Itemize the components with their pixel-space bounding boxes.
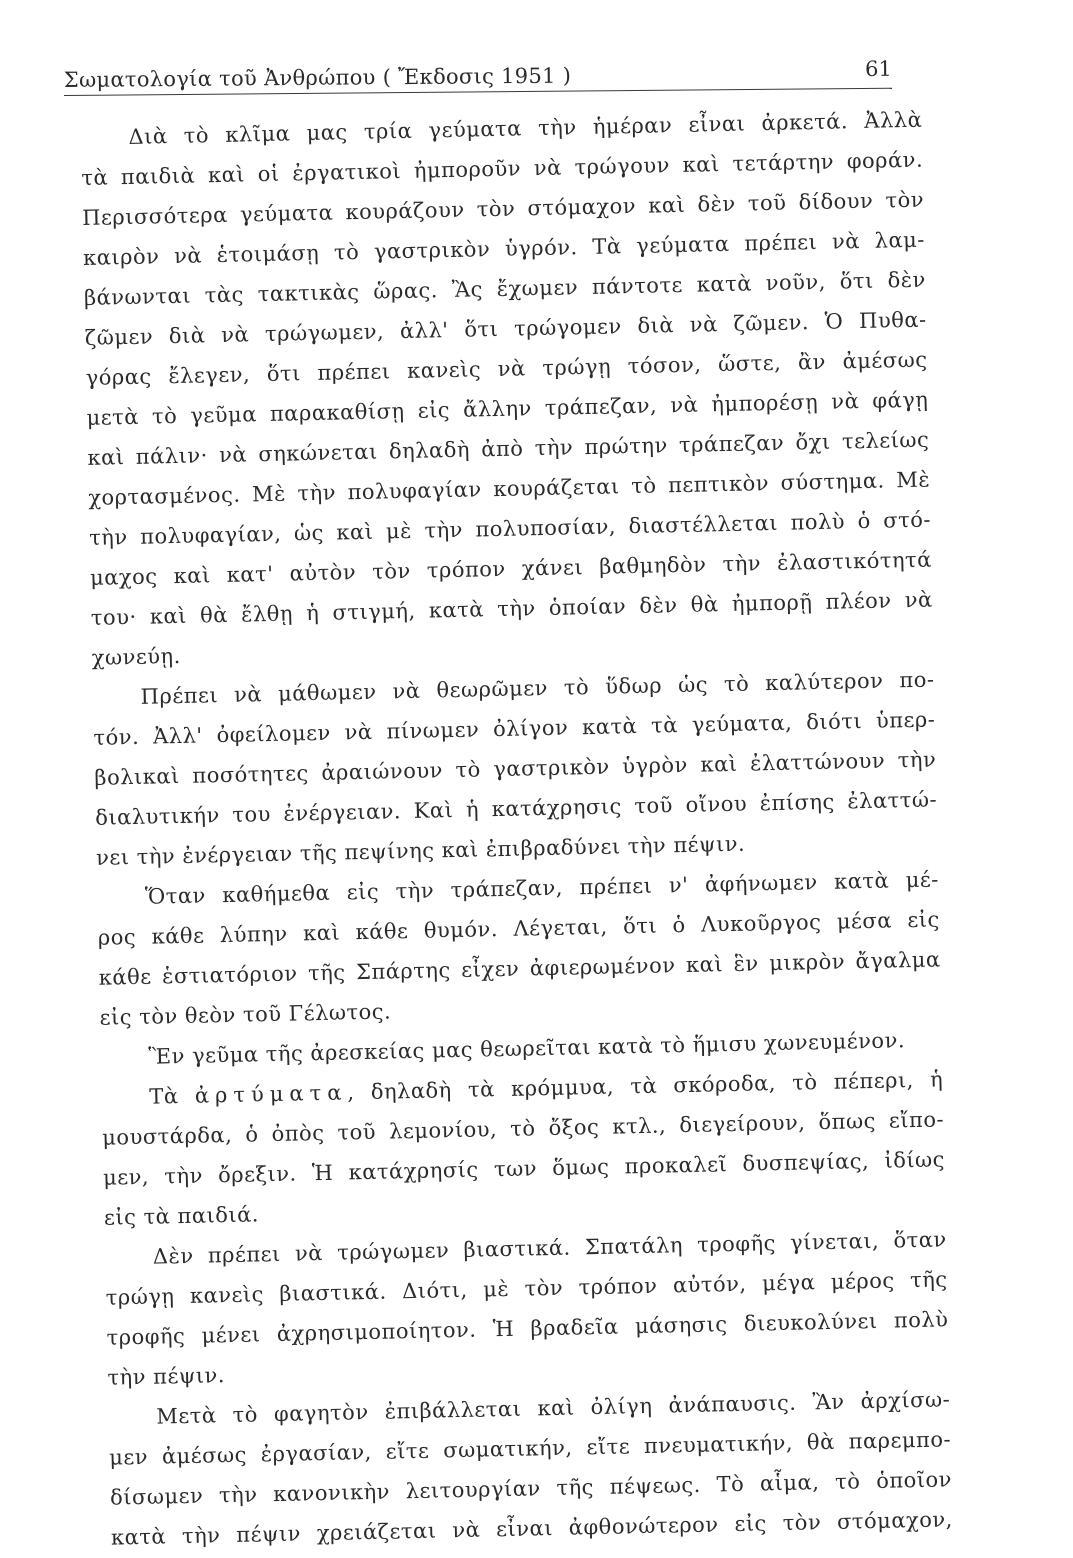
text-line: δίσωμεν τὴν κανονικὴν λειτουργίαν τῆς πέψεως. Τὸ αἷμα, τὸ ὁποῖον — [109, 1467, 953, 1510]
text-line: Περισσότερα γεύματα κουράζουν τὸν στόμαχον καὶ δὲν τοῦ δίδουν τὸν — [81, 187, 925, 230]
text-line: ρος κάθε λύπην καὶ κάθε θυμόν. Λέγεται, ὅτι ὁ Λυκοῦργος μέσα εἰς — [97, 907, 940, 950]
text-line: Μετὰ τὸ φαγητὸν ἐπιβάλλεται καὶ ὀλίγη ἀνάπαυσις. Ἂν ἀρχίσω- — [156, 1387, 951, 1429]
text-line: βολικαὶ ποσότητες ἀραιώνουν τὸ γαστρικὸν ὑγρὸν καὶ ἐλαττώνουν τὴν — [94, 747, 937, 790]
text-line: τὴν πέψιν. — [107, 1363, 226, 1390]
text-line: τὰ παιδιὰ καὶ οἱ ἐργατικοὶ ἠμποροῦν νὰ τρώγουν καὶ τετάρτην φοράν. — [81, 147, 924, 190]
text-line: Ἓν γεῦμα τῆς ἀρεσκείας μας θεωρεῖται κατὰ τὸ ἥμισυ χωνευμένον. — [148, 1028, 906, 1069]
text-line: Διὰ τὸ κλῖμα μας τρία γεύματα τὴν ἡμέραν εἶναι ἀρκετά. Ἀλλὰ — [128, 107, 923, 149]
text-line: καὶ πάλιν· νὰ σηκώνεται δηλαδὴ ἀπὸ τὴν πρώτην τράπεζαν ὄχι τελείως — [87, 427, 930, 470]
text-line: μεν ἀμέσως ἐργασίαν, εἴτε σωματικήν, εἴτε πνευματικήν, θὰ παρεμπο- — [108, 1427, 952, 1470]
text-line: κατὰ τὴν πέψιν χρειάζεται νὰ εἶναι ἀφθονώτερον εἰς τὸν στόμαχον, — [110, 1507, 954, 1550]
paragraph — [101, 1059, 946, 1237]
text-line: εἰς τὸν θεὸν τοῦ Γέλωτος. — [99, 999, 392, 1030]
text-line: βάνωνται τὰς τακτικὰς ὥρας. Ἂς ἔχωμεν πάντοτε κατὰ νοῦν, ὅτι δὲν — [83, 267, 926, 310]
text-line: διαλυτικήν του ἐνέργειαν. Καὶ ἡ κατάχρησις τοῦ οἴνου ἐπίσης ἐλαττώ- — [95, 787, 938, 830]
paragraph — [97, 859, 942, 1037]
paragraph — [92, 659, 938, 877]
text-line: τρώγῃ κανεὶς βιαστικά. Διότι, μὲ τὸν τρόπον αὐτόν, μέγα μέρος τῆς — [105, 1267, 948, 1310]
text-line: μετὰ τὸ γεῦμα παρακαθίσῃ εἰς ἄλλην τράπεζαν, νὰ ἠμπορέσῃ νὰ φάγῃ — [86, 387, 929, 430]
text-line: νει τὴν ἐνέργειαν τῆς πεψίνης καὶ ἐπιβραδύνει τὴν πέψιν. — [95, 831, 746, 870]
text-line: μαχος καὶ κατ' αὐτὸν τὸν τρόπον χάνει βαθμηδὸν τὴν ἐλαστικότητά — [89, 547, 933, 590]
text-line: τόν. Ἀλλ' ὀφείλομεν νὰ πίνωμεν ὀλίγον κατὰ τὰ γεύματα, διότι ὑπερ- — [93, 707, 936, 750]
text-line: Πρέπει νὰ μάθωμεν νὰ θεωρῶμεν τὸ ὕδωρ ὡς τὸ καλύτερον πο- — [140, 667, 935, 709]
text-line: χορτασμένος. Μὲ τὴν πολυφαγίαν κουράζεται τὸ πεπτικὸν σύστημα. Μὲ — [88, 467, 931, 510]
text-line: χωνεύῃ. — [91, 643, 182, 670]
paragraph — [108, 1379, 953, 1557]
text-line: ζῶμεν διὰ νὰ τρώγωμεν, ἀλλ' ὅτι τρώγομεν διὰ νὰ ζῶμεν. Ὁ Πυθα- — [84, 307, 927, 350]
text-line: μουστάρδα, ὁ ὀπὸς τοῦ λεμονίου, τὸ ὄξος κτλ., διεγείρουν, ὅπως εἴπο- — [101, 1107, 945, 1150]
text-line: του· καὶ θὰ ἔλθῃ ἡ στιγμή, κατὰ τὴν ὁποίαν δὲν θὰ ἠμπορῇ πλέον νὰ — [90, 587, 933, 630]
text-line: τὴν πολυφαγίαν, ὡς καὶ μὲ τὴν πολυποσίαν, διαστέλλεται πολὺ ὁ στό- — [88, 507, 932, 550]
text-line-rest: , δηλαδὴ τὰ κρόμμυα, τὰ σκόροδα, τὸ πέπερι, ἡ — [347, 1067, 944, 1105]
text-line: Ὅταν καθήμεθα εἰς τὴν τράπεζαν, πρέπει ν' ἀφήνωμεν κατὰ μέ- — [144, 867, 940, 909]
paragraph — [80, 100, 934, 678]
body-text — [80, 100, 953, 1558]
text-line: γόρας ἔλεγεν, ὅτι πρέπει κανεὶς νὰ τρώγῃ τόσον, ὥστε, ἂν ἀμέσως — [85, 347, 928, 390]
lead-word: Τὰ — [149, 1084, 179, 1109]
text-line: μεν, τὴν ὄρεξιν. Ἡ κατάχρησίς των ὅμως προκαλεῖ δυσπεψίας, ἰδίως — [102, 1147, 946, 1190]
text-line: εἰς τὰ παιδιά. — [103, 1202, 260, 1230]
text-line: Δὲν πρέπει νὰ τρώγωμεν βιαστικά. Σπατάλη τροφῆς γίνεται, ὅταν — [152, 1227, 947, 1269]
text-line: κάθε ἑστιατόριον τῆς Σπάρτης εἶχεν ἀφιερωμένον καὶ ἓν μικρὸν ἄγαλμα — [98, 947, 941, 990]
text-line: τροφῆς μένει ἀχρησιμοποίητον. Ἡ βραδεῖα μάσησις διευκολύνει πολὺ — [106, 1307, 949, 1350]
page-number: 61 — [864, 56, 892, 82]
running-title: Σωματολογία τοῦ Ἀνθρώπου ( Ἔκδοσις 1951 ) — [63, 63, 572, 93]
running-head — [64, 55, 892, 96]
paragraph — [104, 1219, 949, 1397]
emphasized-word: ἀρτύματα — [194, 1080, 348, 1108]
text-line: καιρὸν νὰ ἑτοιμάσῃ τὸ γαστρικὸν ὑγρόν. Τὰ γεύματα πρέπει νὰ λαμ- — [82, 227, 926, 270]
